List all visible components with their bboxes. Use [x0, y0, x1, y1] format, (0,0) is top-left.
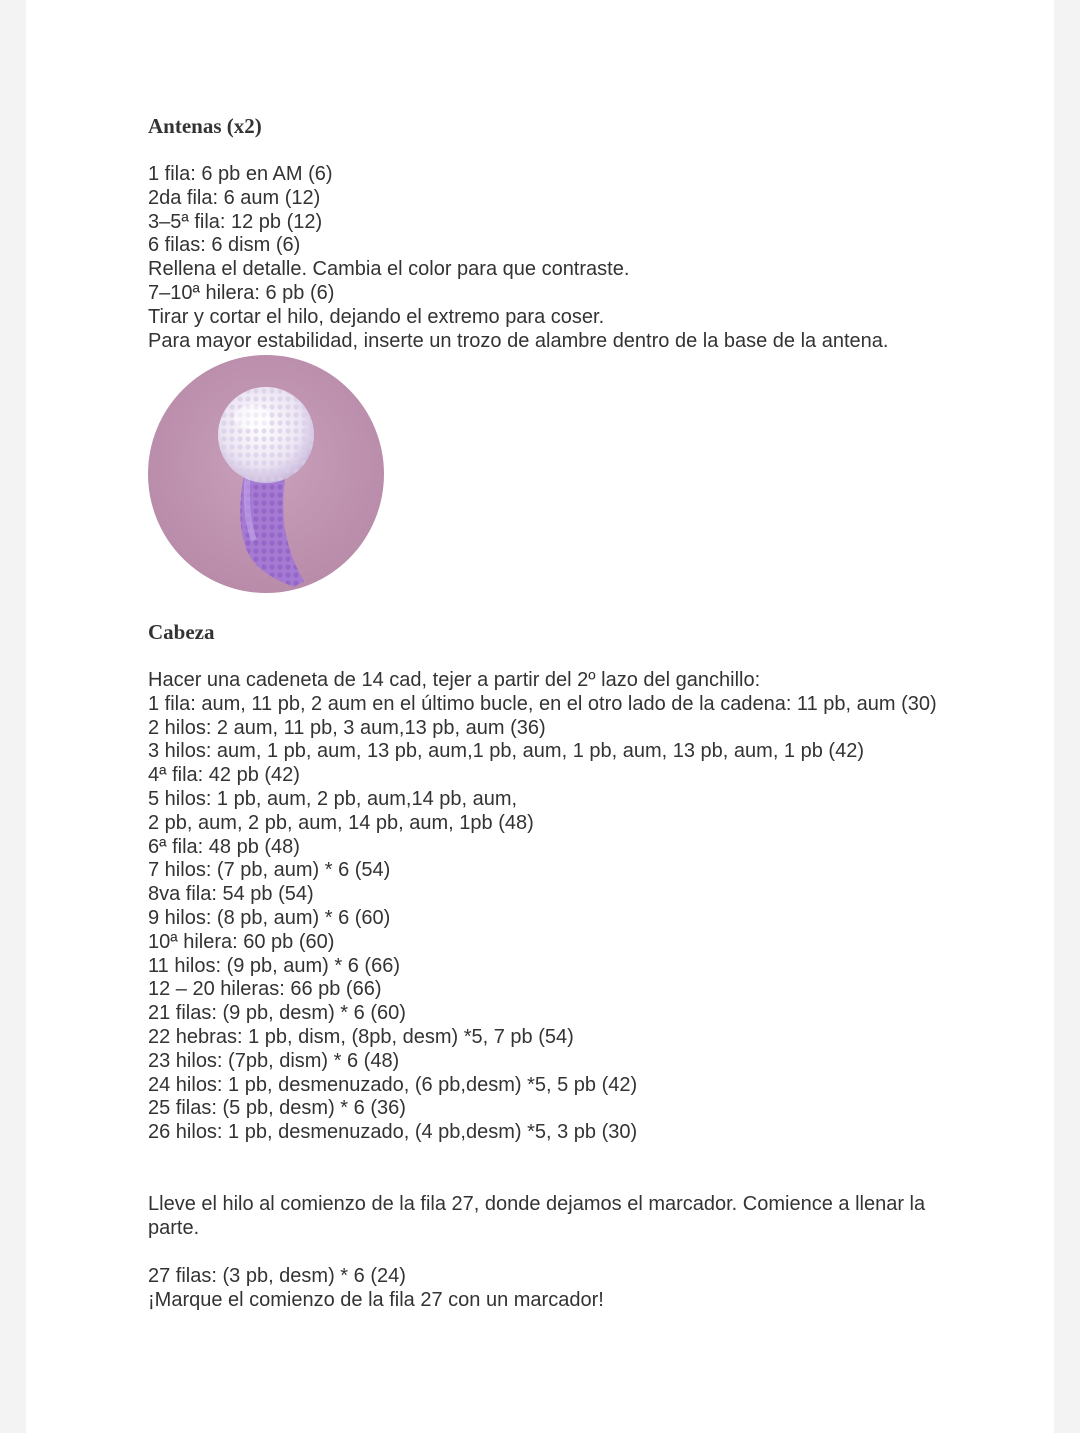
instruction-line: 23 hilos: (7pb, dism) * 6 (48): [148, 1049, 400, 1072]
instruction-line: 5 hilos: 1 pb, aum, 2 pb, aum,14 pb, aum,: [148, 787, 518, 810]
instruction-line: 10ª hilera: 60 pb (60): [148, 930, 335, 953]
instruction-line: 1 fila: 6 pb en AM (6): [148, 163, 333, 185]
instruction-line: 26 hilos: 1 pb, desmenuzado, (4 pb,desm) *5, 3 pb (30): [148, 1121, 638, 1144]
instruction-line: ¡Marque el comienzo de la fila 27 con un marcador!: [148, 1288, 604, 1311]
instruction-line: 21 filas: (9 pb, desm) * 6 (60): [148, 1002, 406, 1025]
instruction-line: 22 hebras: 1 pb, dism, (8pb, desm) *5, 7 pb (54): [148, 1025, 574, 1048]
instruction-line: 9 hilos: (8 pb, aum) * 6 (60): [148, 906, 391, 929]
cabeza-instructions: [148, 669, 948, 1145]
instruction-line: 6ª fila: 48 pb (48): [148, 835, 300, 858]
instruction-line: 7–10ª hilera: 6 pb (6): [148, 281, 335, 304]
instruction-line: 3 hilos: aum, 1 pb, aum, 13 pb, aum,1 pb, aum, 1 pb, aum, 13 pb, aum, 1 pb (42): [148, 740, 864, 763]
instruction-line: 27 filas: (3 pb, desm) * 6 (24): [148, 1265, 406, 1287]
instruction-line: 11 hilos: (9 pb, aum) * 6 (66): [148, 954, 400, 977]
instruction-line: Para mayor estabilidad, inserte un trozo de alambre dentro de la base de la antena.: [148, 329, 889, 352]
instruction-line: 3–5ª fila: 12 pb (12): [148, 210, 323, 233]
instruction-line: 2 pb, aum, 2 pb, aum, 14 pb, aum, 1pb (48): [148, 811, 534, 834]
instruction-line: 24 hilos: 1 pb, desmenuzado, (6 pb,desm) *5, 5 pb (42): [148, 1073, 638, 1096]
instruction-line: 2 hilos: 2 aum, 11 pb, 3 aum,13 pb, aum (36): [148, 716, 546, 739]
instruction-line: 7 hilos: (7 pb, aum) * 6 (54): [148, 859, 391, 882]
instruction-line: Hacer una cadeneta de 14 cad, tejer a partir del 2º lazo del ganchillo:: [148, 669, 761, 691]
instruction-line: 8va fila: 54 pb (54): [148, 883, 314, 906]
cabeza-paragraph: Lleve el hilo al comienzo de la fila 27, donde dejamos el marcador. Comience a llenar la parte.: [148, 1193, 926, 1239]
instruction-line: Tirar y cortar el hilo, dejando el extremo para coser.: [148, 305, 605, 328]
instruction-line: 25 filas: (5 pb, desm) * 6 (36): [148, 1097, 406, 1120]
instruction-line: 4ª fila: 42 pb (42): [148, 764, 300, 787]
crochet-antenna-image: [148, 355, 384, 593]
instruction-line: 2da fila: 6 aum (12): [148, 186, 321, 209]
section-heading-antenas: Antenas (x2): [148, 114, 262, 138]
section-heading-cabeza: Cabeza: [148, 620, 215, 644]
instruction-line: 1 fila: aum, 11 pb, 2 aum en el último bucle, en el otro lado de la cadena: 11 pb, aum (30): [148, 692, 937, 715]
instruction-line: Rellena el detalle. Cambia el color para que contraste.: [148, 258, 630, 281]
cabeza-final-instructions: [148, 1265, 948, 1313]
instruction-line: 12 – 20 hileras: 66 pb (66): [148, 978, 382, 1001]
antenas-instructions: [148, 163, 948, 353]
antenna-photo: [148, 355, 384, 593]
instruction-line: 6 filas: 6 dism (6): [148, 234, 301, 257]
